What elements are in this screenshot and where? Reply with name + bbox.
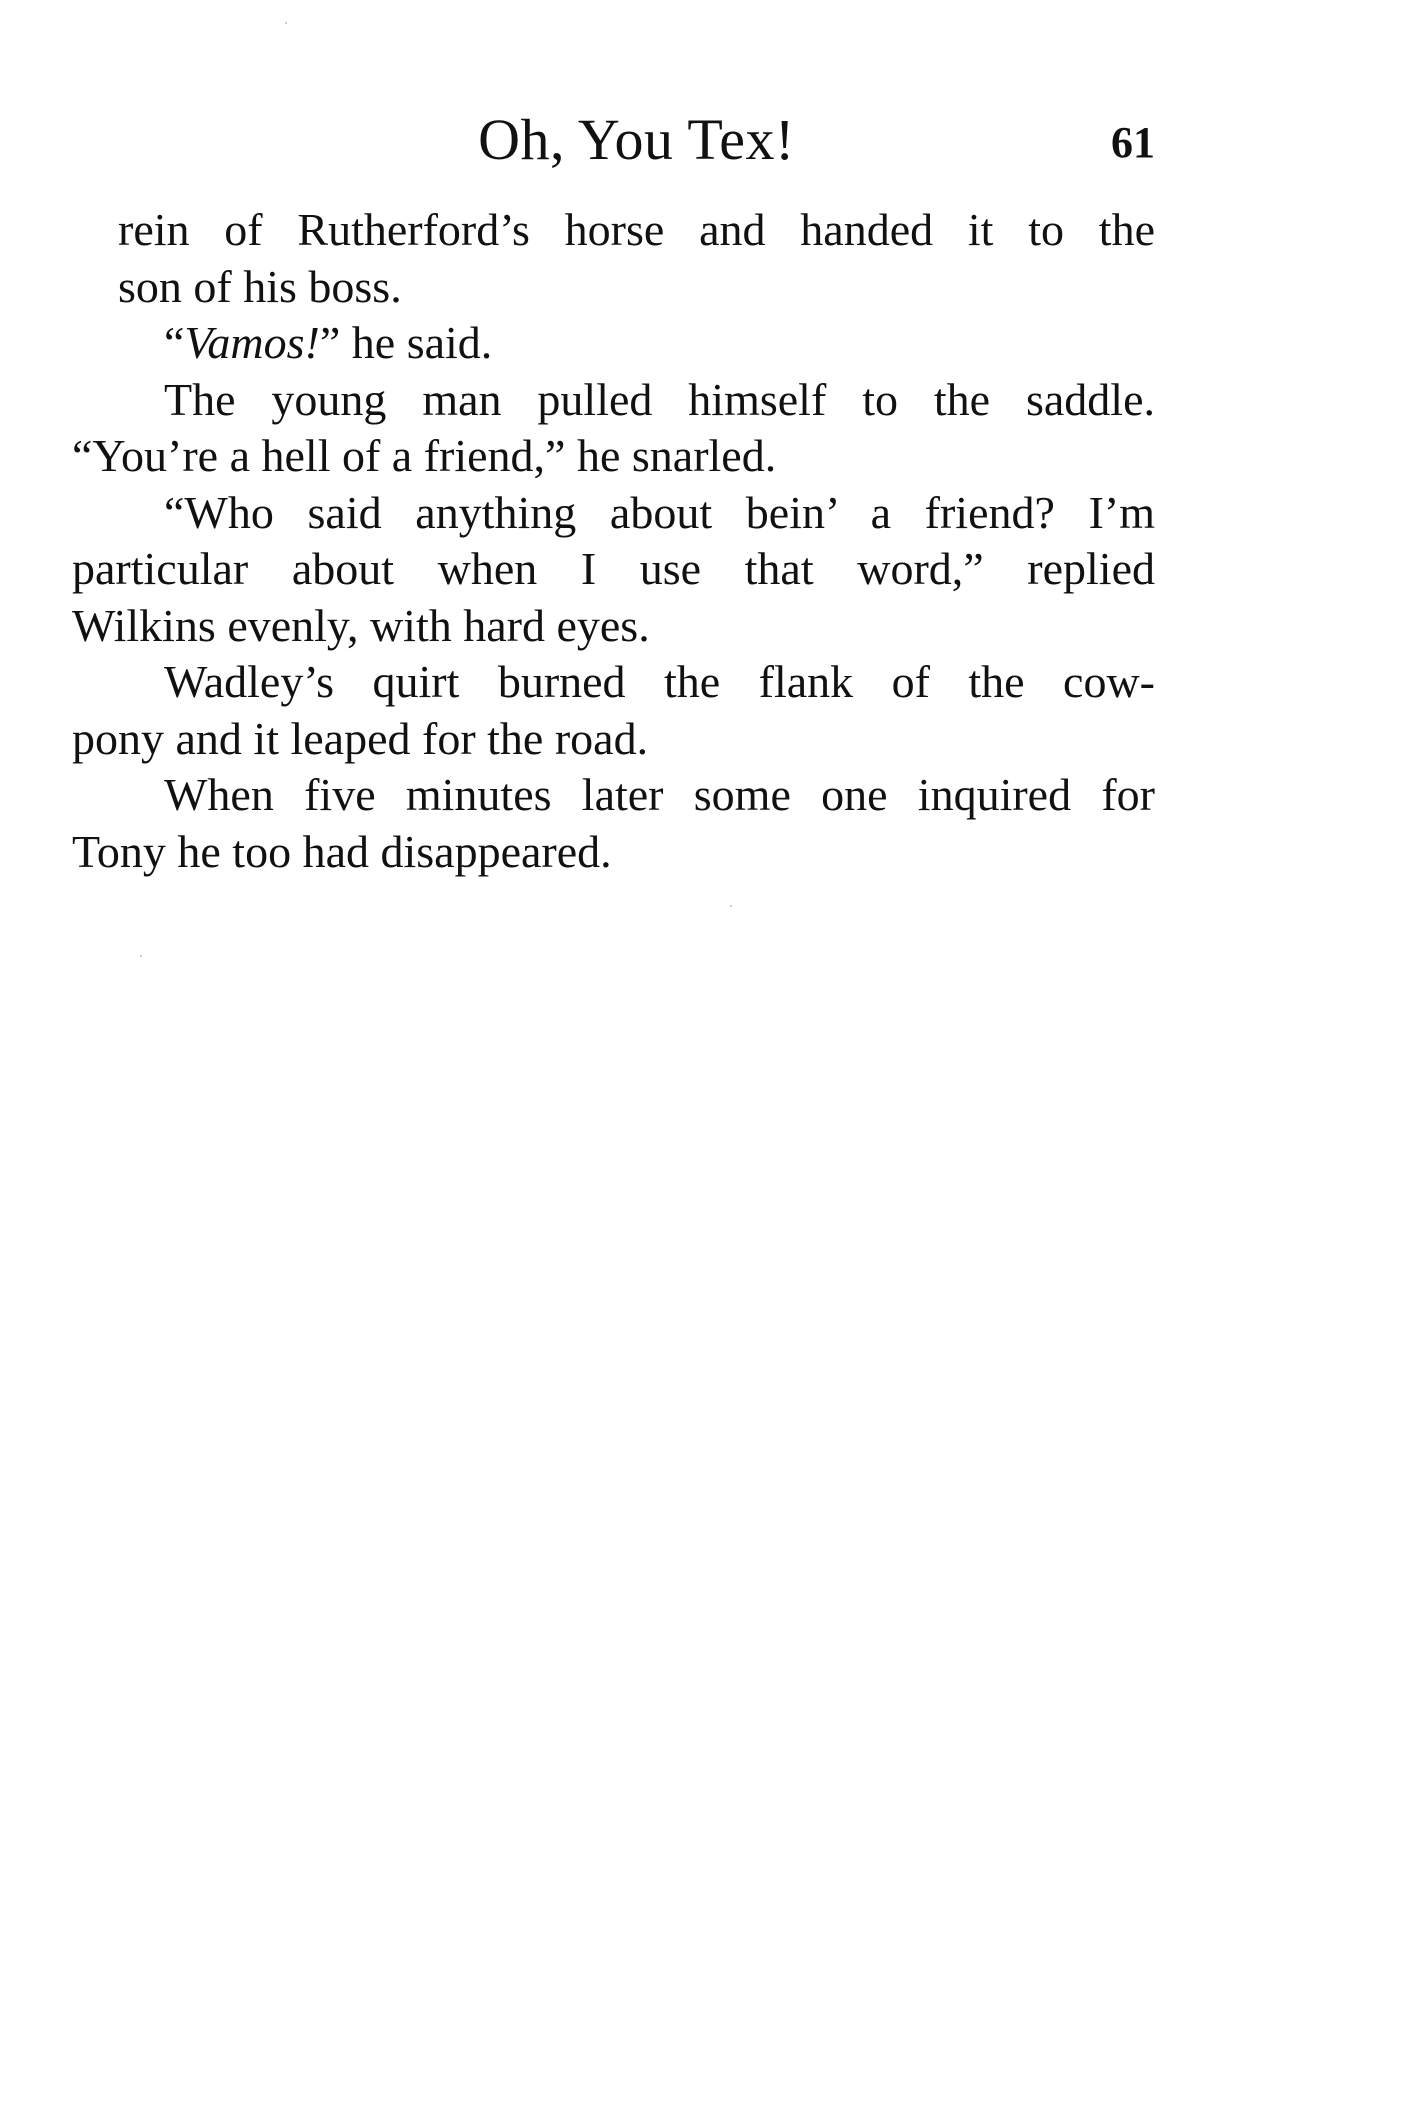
text-line: Wadley’s quirt burned the flank of the cow- (164, 656, 1155, 707)
paper-speck (285, 22, 287, 24)
text-run: ” he said. (319, 317, 493, 368)
paper-speck (140, 955, 142, 957)
text-line: Tony he too had disappeared. (72, 825, 612, 877)
text-line: pony and it leaped for the road. (72, 712, 649, 764)
paragraph (72, 485, 1155, 655)
paragraph (72, 654, 1155, 767)
text-line: Wilkins evenly, with hard eyes. (72, 599, 650, 651)
text-line: rein of Rutherford’s horse and handed it to the (118, 204, 1155, 255)
text-line: The young man pulled himself to the saddle. (164, 373, 1155, 425)
text-line: “Who said anything about bein’ a friend? I’m (164, 486, 1155, 538)
text-line: particular about when I use that word,” replied (72, 543, 1155, 594)
text-line: son of his boss. (118, 260, 402, 312)
paper-speck (730, 905, 732, 907)
body-text (72, 202, 1155, 880)
text-line: “You’re a hell of a friend,” he snarled. (72, 430, 777, 481)
running-head (118, 105, 1155, 175)
page-number: 61 (1111, 118, 1155, 167)
running-title: Oh, You Tex! (478, 107, 795, 172)
text-line: When five minutes later some one inquired for (164, 769, 1155, 820)
paragraph (118, 202, 1155, 315)
paragraph (72, 372, 1155, 485)
open-quote: “ (164, 317, 185, 368)
paragraph (118, 315, 1155, 372)
paragraph (72, 767, 1155, 880)
italic-word: Vamos! (184, 317, 320, 368)
